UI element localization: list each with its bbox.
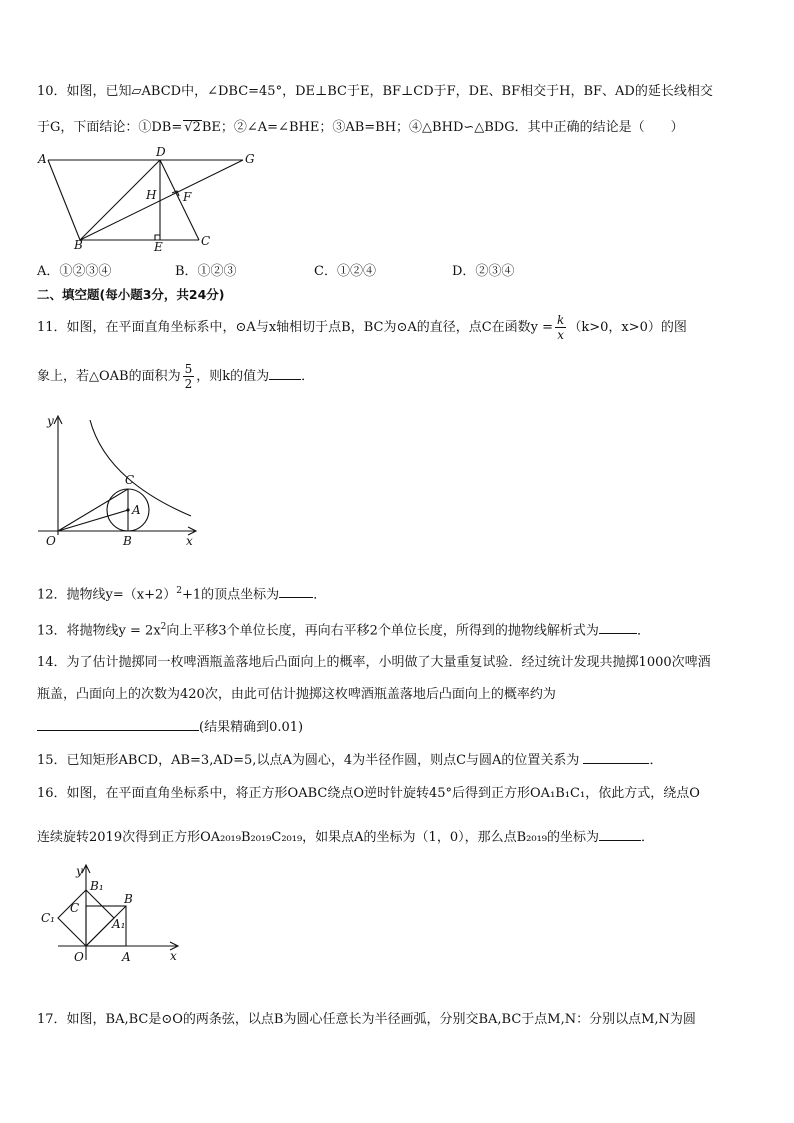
- segment-oc: [58, 489, 128, 531]
- line-ab: [48, 160, 80, 240]
- q15: [37, 749, 759, 771]
- q11-answer-blank[interactable]: [269, 365, 301, 380]
- q10-option-d[interactable]: D．②③④: [452, 264, 515, 279]
- label-e: E: [154, 240, 163, 253]
- q11-line2-end: ．: [301, 369, 315, 384]
- q10-figure: [36, 145, 266, 253]
- q10-line1: 10．如图，已知▱ABCD中，∠DBC=45°，DE⊥BC于E，BF⊥CD于F，DE、BF相交于H，BF、AD的延长线相交: [37, 84, 713, 99]
- q14-line3: [37, 716, 759, 738]
- q11-line2: [37, 362, 759, 391]
- q11-figure: [36, 410, 206, 550]
- label-c: C: [125, 473, 135, 487]
- label-b: B: [123, 534, 132, 548]
- q16-answer-blank[interactable]: [599, 826, 641, 841]
- label-b1: B₁: [90, 879, 104, 893]
- q13-end: ．: [636, 623, 650, 639]
- q14-note: (结果精确到0.01): [199, 720, 304, 735]
- q14-answer-blank[interactable]: [37, 716, 199, 731]
- section-title: 二、填空题(每小题3分，共24分): [37, 287, 225, 302]
- q11-fraction: [555, 313, 566, 342]
- label-a: A: [38, 152, 47, 166]
- q16-line1: 16．如图，在平面直角坐标系中，将正方形OABC绕点O逆时针旋转45°后得到正方形OA₁B₁C₁，依此方式，绕点O: [37, 786, 700, 801]
- label-a: A: [132, 503, 141, 517]
- q11-line2-post: ，则k的值为: [196, 369, 270, 384]
- axis-label-x: x: [186, 534, 193, 548]
- q12-post: +1的顶点坐标为: [182, 587, 280, 603]
- center-a-point: [126, 508, 129, 511]
- q11-area-fraction: [183, 362, 195, 391]
- q12-pre: 12．抛物线y=（x+2）: [37, 587, 177, 603]
- q11-area-den: 2: [184, 377, 193, 391]
- q10-sqrt: √2: [184, 120, 201, 135]
- axis-label-y: y: [47, 414, 54, 428]
- label-c: C: [70, 901, 80, 915]
- label-c1: C₁: [41, 911, 55, 925]
- q16-line2: [37, 826, 759, 848]
- q17-line1: 17．如图，BA,BC是⊙O的两条弦，以点B为圆心任意长为半径画弧，分别交BA,BC于点M,N：分别以点M,N为圆: [37, 1012, 696, 1027]
- label-o: O: [74, 950, 84, 964]
- q15-answer-blank[interactable]: [583, 749, 649, 764]
- q10-line2-post: BE；②∠A=∠BHE；③AB=BH；④△BHD∽△BDG．其中正确的结论是（ ）: [201, 120, 684, 135]
- q11-frac-den: x: [557, 328, 565, 342]
- q15-text: 15．已知矩形ABCD，AB=3,AD=5,以点A为圆心，4为半径作圆，则点C与圆A的位置关系为: [37, 753, 580, 768]
- q13-pre: 13．将抛物线y = 2x: [37, 623, 161, 639]
- q16-figure: [36, 860, 186, 968]
- label-d: D: [156, 145, 166, 159]
- q11-line1-post: （k>0，x>0）的图: [568, 320, 687, 335]
- q10-option-c[interactable]: C．①②④: [314, 264, 376, 279]
- label-b: B: [124, 892, 133, 906]
- label-c: C: [201, 234, 211, 248]
- q10-sqrt-value: 2: [192, 120, 201, 135]
- q12-exponent: 2: [176, 586, 183, 596]
- q12: [37, 581, 759, 605]
- q13: [37, 617, 759, 641]
- label-b: B: [74, 238, 83, 252]
- label-h: H: [146, 188, 157, 202]
- q10-line2: [37, 118, 759, 138]
- q11-frac-num: k: [557, 313, 565, 327]
- label-a: A: [122, 950, 131, 964]
- label-g: G: [245, 152, 255, 166]
- label-f: F: [183, 190, 192, 204]
- q11-line1-pre: 11．如图，在平面直角坐标系中，⊙A与x轴相切于点B，BC为⊙A的直径，点C在函数y =: [37, 320, 554, 335]
- q14-line2: 瓶盖，凸面向上的次数为420次，由此可估计抛掷这枚啤酒瓶盖落地后凸面向上的概率约为: [37, 687, 556, 702]
- q16-end: ．: [641, 830, 655, 845]
- q10-option-b[interactable]: B．①②③: [175, 264, 237, 279]
- q13-exponent: 2: [160, 622, 167, 632]
- q14-line1: 14．为了估计抛掷同一枚啤酒瓶盖落地后凸面向上的概率，小明做了大量重复试验．经过统计发现共抛掷1000次啤酒: [37, 655, 711, 670]
- q12-end: ．: [313, 587, 327, 603]
- q11-line2-pre: 象上，若△OAB的面积为: [37, 369, 181, 384]
- q13-post: 向上平移3个单位长度，再向右平移2个单位长度，所得到的抛物线解析式为: [166, 623, 599, 639]
- label-o: O: [46, 534, 56, 548]
- q16-line2-text: 连续旋转2019次得到正方形OA₂₀₁₉B₂₀₁₉C₂₀₁₉，如果点A的坐标为（1，0），那么点B₂₀₁₉的坐标为: [37, 830, 599, 845]
- q10-line2-pre: 于G，下面结论：①DB=: [37, 120, 183, 135]
- label-a1: A₁: [112, 917, 126, 931]
- q10-option-a[interactable]: A．①②③④: [37, 264, 112, 279]
- q13-answer-blank[interactable]: [599, 619, 637, 634]
- axis-label-x: x: [170, 949, 177, 963]
- q12-answer-blank[interactable]: [279, 583, 313, 598]
- hyperbola-curve: [90, 420, 191, 516]
- line-dc: [160, 160, 199, 240]
- line-bg: [80, 160, 243, 240]
- q11-line1: [37, 313, 759, 342]
- axis-label-y: y: [76, 864, 83, 878]
- q11-area-num: 5: [184, 362, 193, 376]
- q15-end: ．: [649, 753, 663, 768]
